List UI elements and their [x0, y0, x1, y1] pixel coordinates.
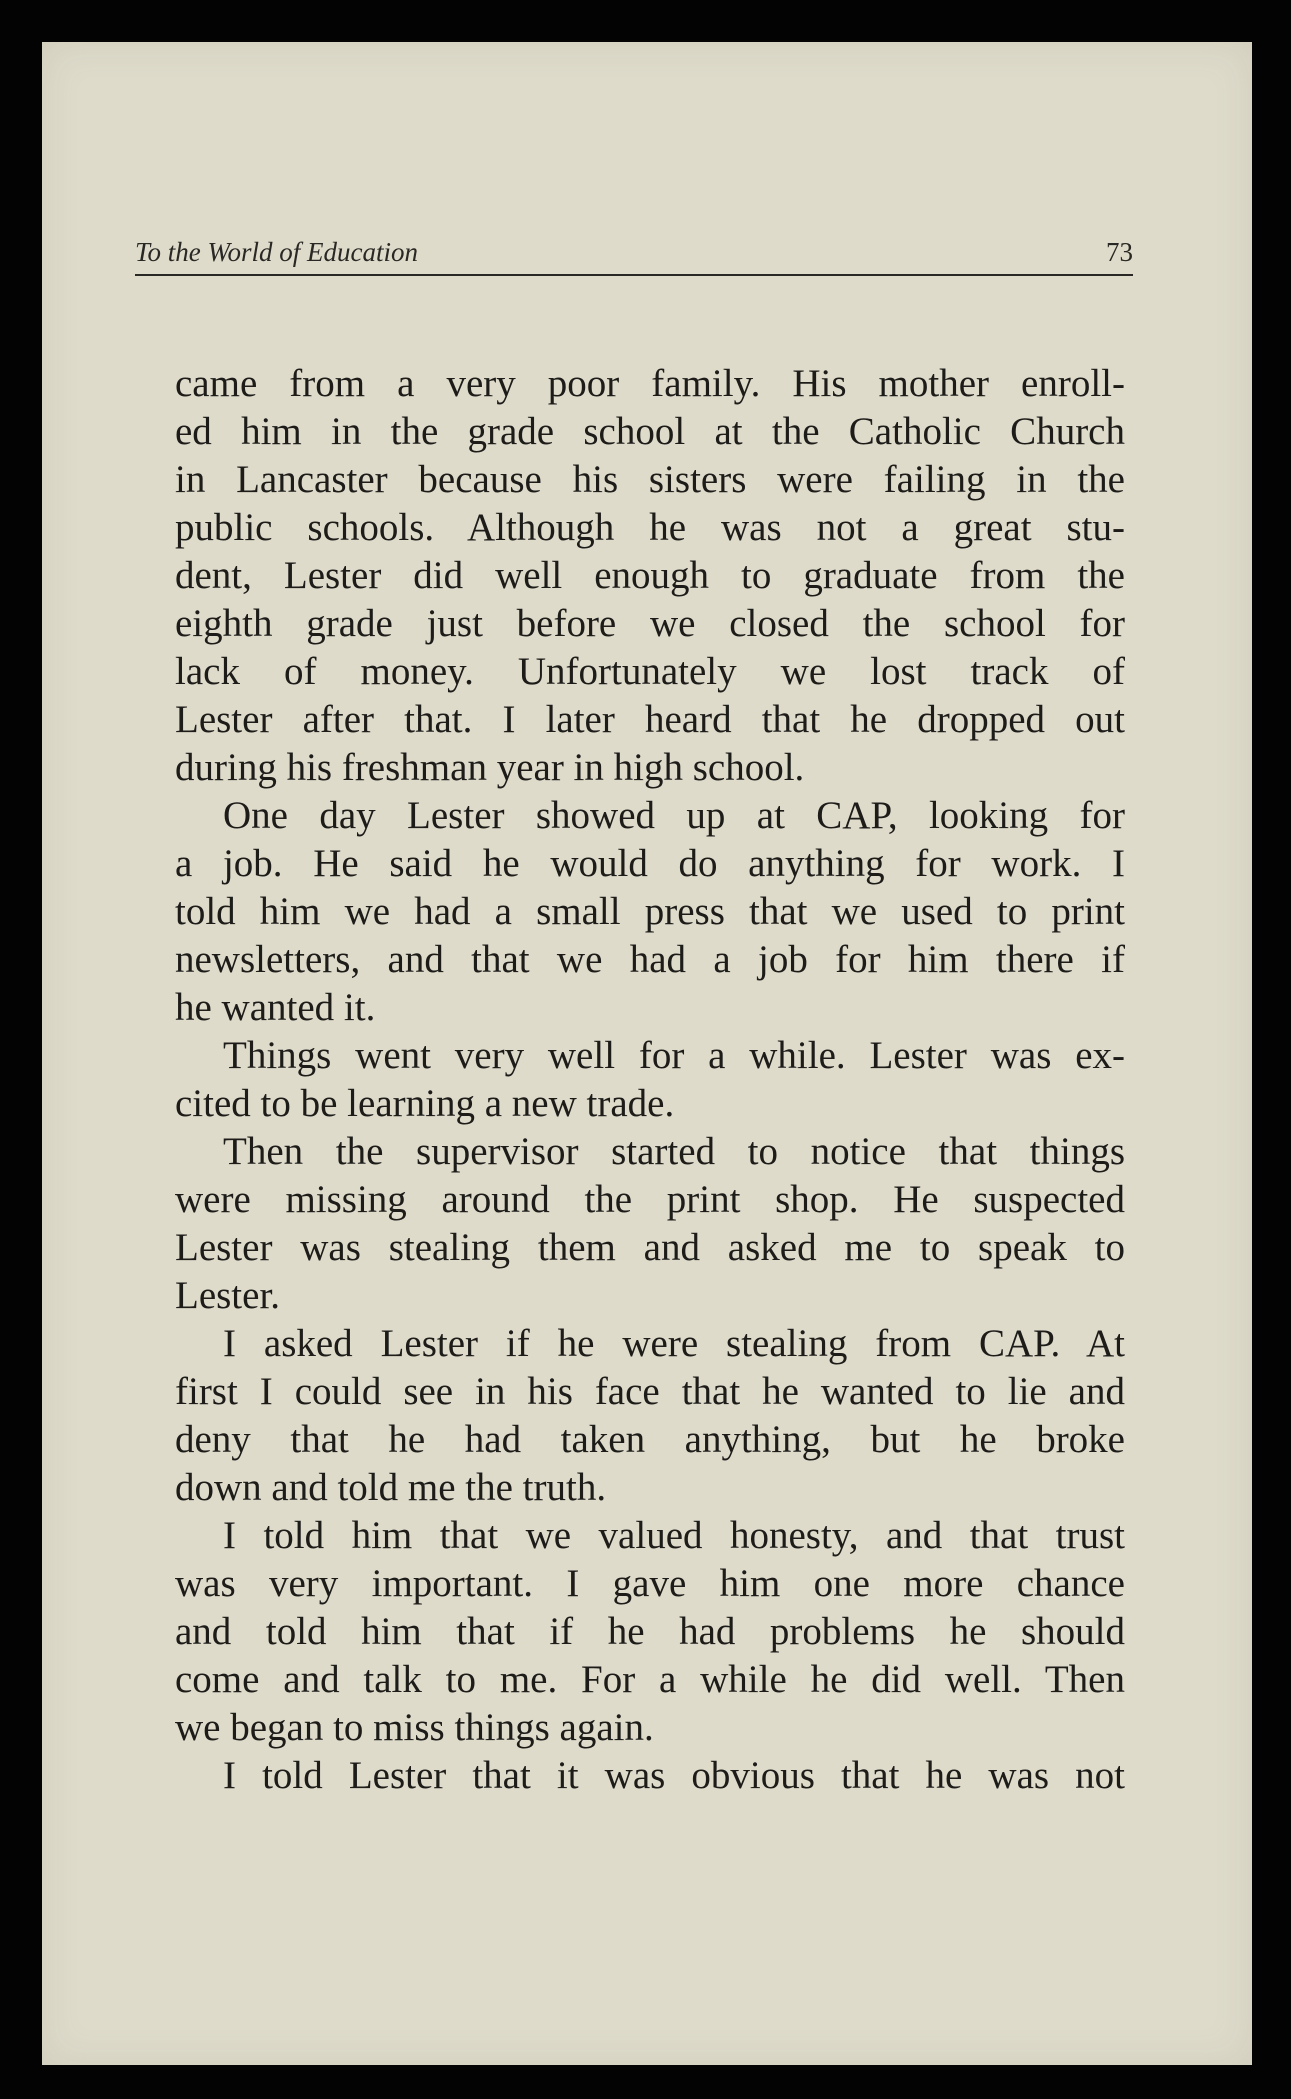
text-line: come and talk to me. For a while he did well. Then [175, 1658, 1125, 1701]
text-line: Lester was stealing them and asked me to speak to [175, 1226, 1125, 1269]
text-line: first I could see in his face that he wanted to lie and [175, 1370, 1125, 1413]
paragraph-first-line: I told Lester that it was obvious that he was not [223, 1754, 1125, 1797]
text-line: lack of money. Unfortunately we lost track of [175, 650, 1125, 693]
text-line: a job. He said he would do anything for work. I [175, 842, 1125, 885]
text-line: was very important. I gave him one more chance [175, 1562, 1125, 1605]
text-line: in Lancaster because his sisters were failing in the [175, 458, 1125, 501]
paragraph-first-line: One day Lester showed up at CAP, looking for [223, 794, 1125, 837]
paragraph-first-line: I asked Lester if he were stealing from CAP. At [223, 1322, 1125, 1365]
text-line: down and told me the truth. [175, 1466, 607, 1509]
text-line: we began to miss things again. [175, 1706, 654, 1749]
text-line: public schools. Although he was not a great stu- [175, 506, 1125, 549]
text-line: cited to be learning a new trade. [175, 1082, 675, 1125]
running-head: To the World of Education [135, 237, 419, 267]
text-line: dent, Lester did well enough to graduate from the [175, 554, 1125, 597]
text-line: told him we had a small press that we used to print [175, 890, 1125, 933]
text-line: eighth grade just before we closed the school for [175, 602, 1125, 645]
page-number: 73 [1106, 237, 1133, 267]
text-line: during his freshman year in high school. [175, 746, 805, 789]
text-line: Lester after that. I later heard that he dropped out [175, 698, 1125, 741]
text-line: newsletters, and that we had a job for him there if [175, 938, 1125, 981]
paragraph-first-line: Then the supervisor started to notice that things [223, 1130, 1125, 1173]
text-line: ed him in the grade school at the Catholic Church [175, 410, 1125, 453]
text-line: Lester. [175, 1274, 281, 1317]
text-line: were missing around the print shop. He suspected [175, 1178, 1125, 1221]
text-line: came from a very poor family. His mother enroll- [175, 362, 1125, 405]
text-line: deny that he had taken anything, but he broke [175, 1418, 1125, 1461]
text-line: and told him that if he had problems he should [175, 1610, 1125, 1653]
text-line: he wanted it. [175, 986, 376, 1029]
paragraph-first-line: I told him that we valued honesty, and that trust [223, 1514, 1125, 1557]
paragraph-first-line: Things went very well for a while. Lester was ex- [223, 1034, 1125, 1077]
page-header [135, 230, 1133, 276]
